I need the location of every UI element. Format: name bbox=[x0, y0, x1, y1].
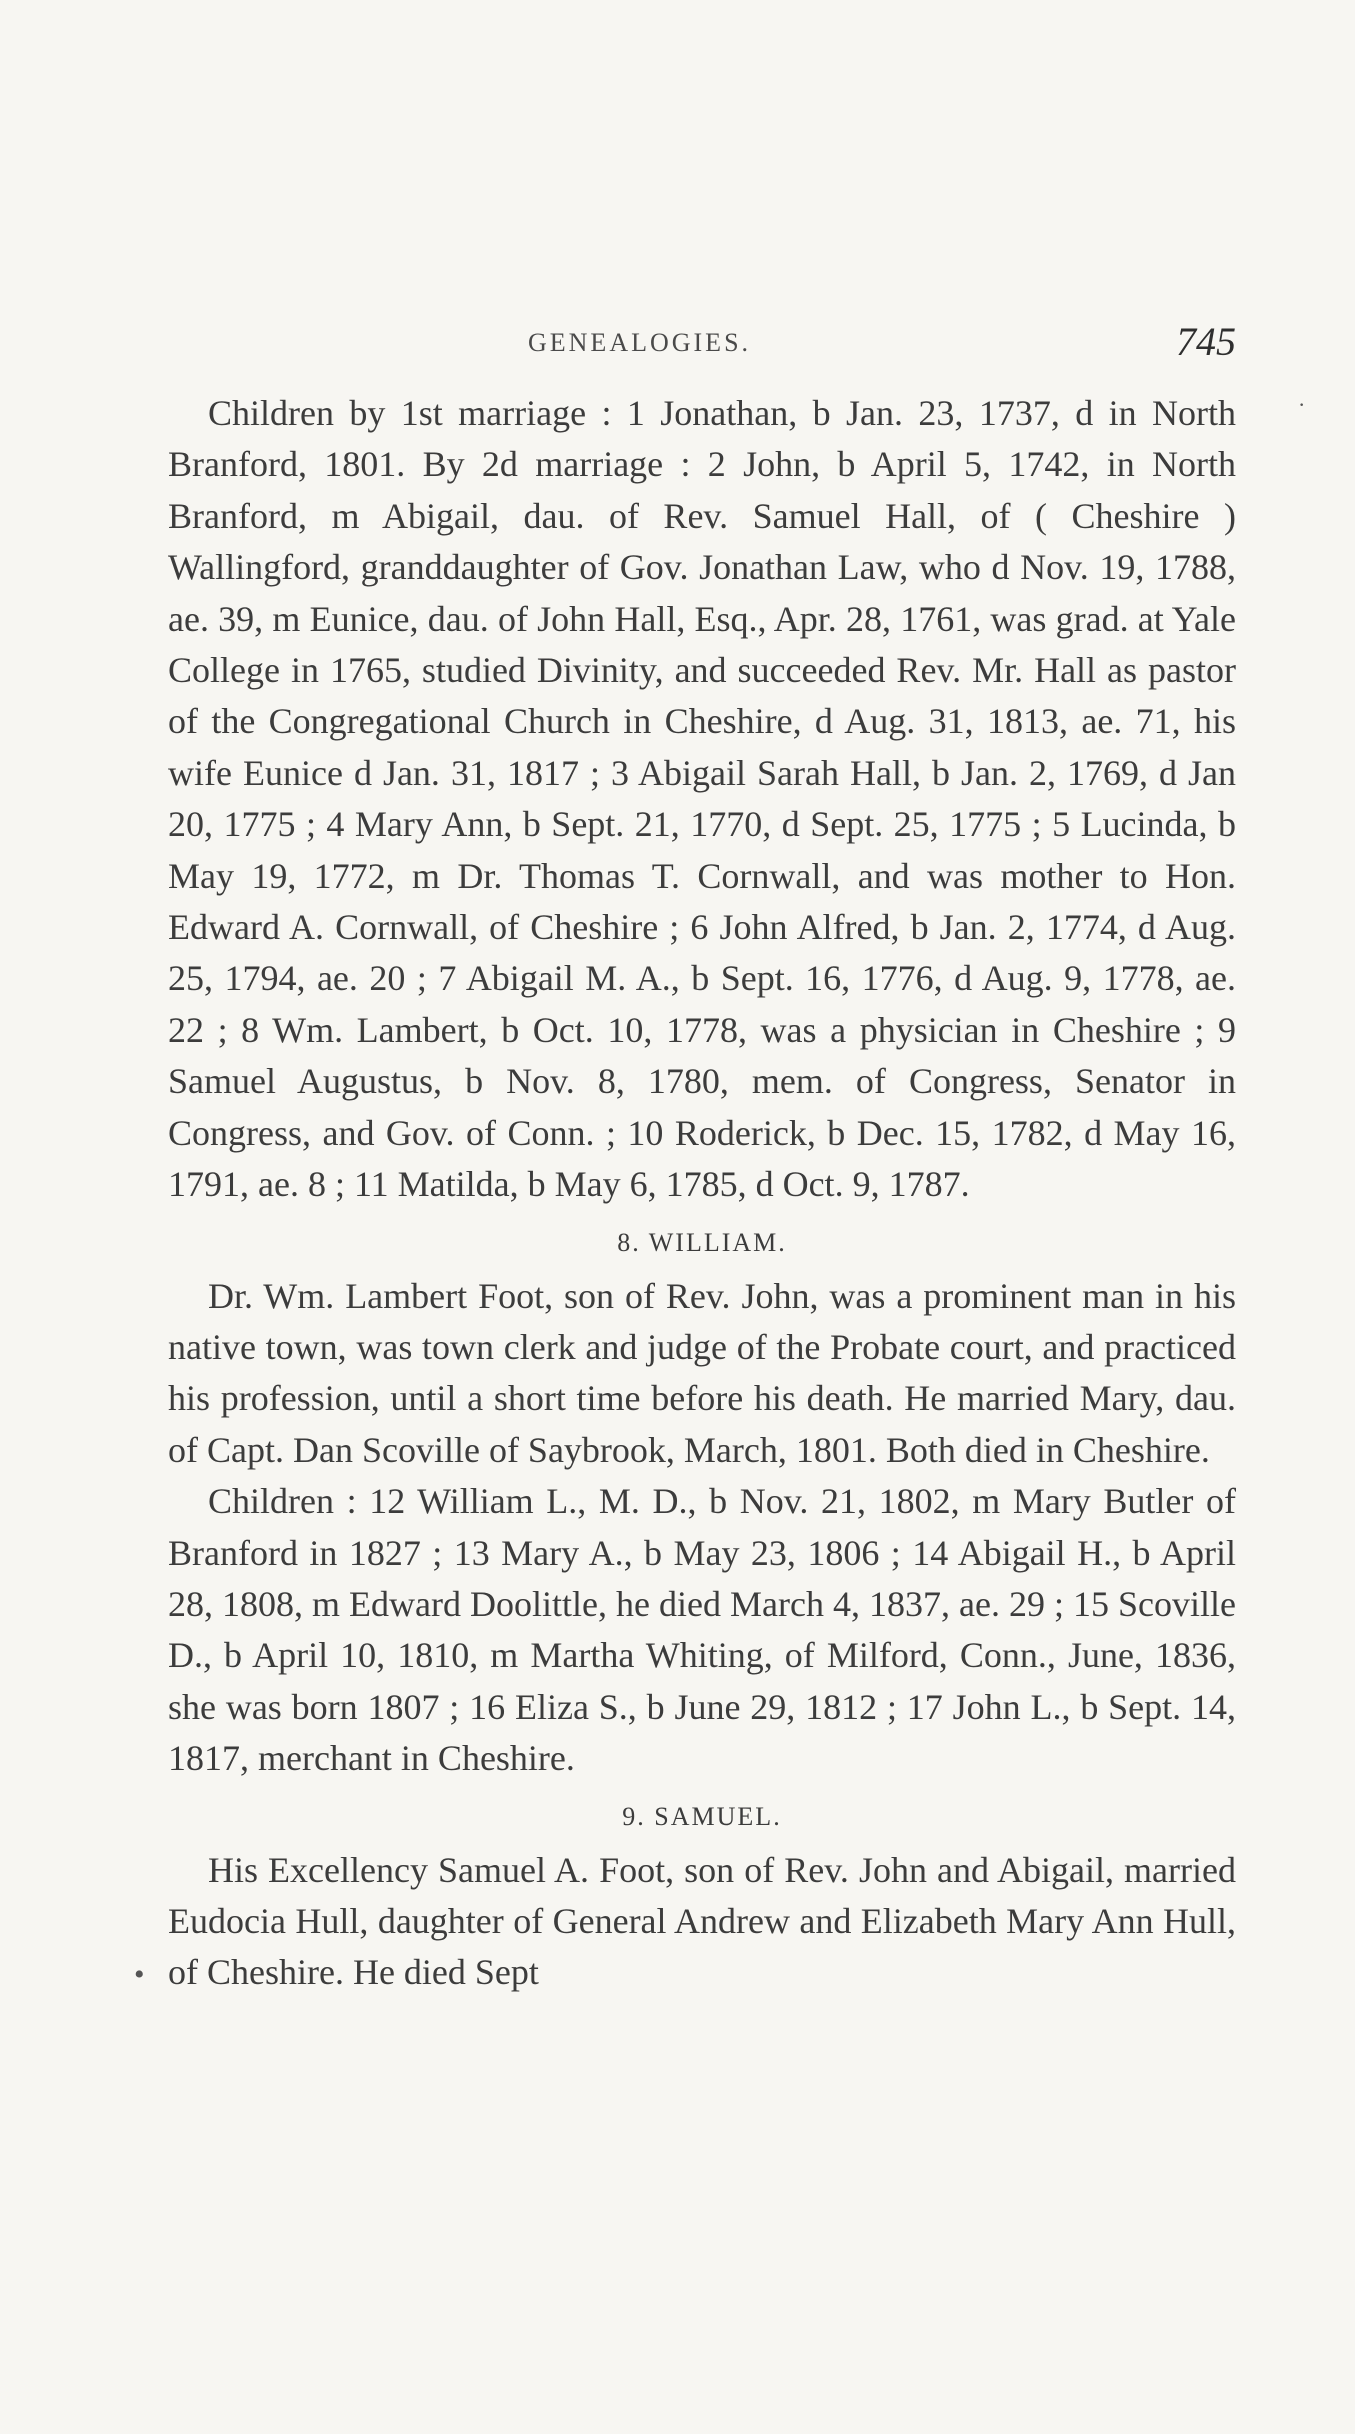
running-title: GENEALOGIES. bbox=[528, 328, 752, 357]
margin-mark: · bbox=[1298, 392, 1306, 417]
body-text bbox=[168, 388, 1236, 1999]
page-number: 745 bbox=[1176, 319, 1236, 364]
margin-mark: • bbox=[134, 1958, 145, 1991]
paragraph-william-children: Children : 12 William L., M. D., b Nov. 21, 1802, m Mary Butler of Branford in 1827 ; 13 Mary A., b May 23, 1806 ; 14 Abigail H., b April 28, 1808, m Edward Doolittle, he died March 4, 1837, ae. 29 ; 15 Scoville D., b April 10, 1810, m Martha Whiting, of Milford, Conn., June, 1836, she was born 1807 ; 16 Eliza S., b June 29, 1812 ; 17 John L., b Sept. 14, 1817, merchant in Cheshire. bbox=[168, 1481, 1236, 1779]
section-heading-william: 8. WILLIAM. bbox=[617, 1227, 787, 1257]
paragraph-samuel: His Excellency Samuel A. Foot, son of Rev. John and Abigail, married Eudocia Hull, daughter of General Andrew and Elizabeth Mary Ann Hull, of Cheshire. He died Sept bbox=[168, 1849, 1236, 1993]
paragraph-children-first-marriage: Children by 1st marriage : 1 Jonathan, b Jan. 23, 1737, d in North Branford, 1801. By 2d marriage : 2 John, b April 5, 1742, in North Branford, m Abigail, dau. of Rev. Samuel Hall, of ( Cheshire ) Wallingford, granddaughter of Gov. Jonathan Law, who d Nov. 19, 1788, ae. 39, m Eunice, dau. of John Hall, Esq., Apr. 28, 1761, was grad. at Yale College in 1765, studied Divinity, and succeeded Rev. Mr. Hall as pastor of the Congregational Church in Cheshire, d Aug. 31, 1813, ae. 71, his wife Eunice d Jan. 31, 1817 ; 3 Abigail Sarah Hall, b Jan. 2, 1769, d Jan 20, 1775 ; 4 Mary Ann, b Sept. 21, 1770, d Sept. 25, 1775 ; 5 Lucinda, b May 19, 1772, m Dr. Thomas T. Cornwall, and was mother to Hon. Edward A. Cornwall, of Cheshire ; 6 John Alfred, b Jan. 2, 1774, d Aug. 25, 1794, ae. 20 ; 7 Abigail M. A., b Sept. 16, 1776, d Aug. 9, 1778, ae. 22 ; 8 Wm. Lambert, b Oct. 10, 1778, was a physician in Cheshire ; 9 Samuel Augustus, b Nov. 8, 1780, mem. of Congress, Senator in Congress, and Gov. of Conn. ; 10 Roderick, b Dec. 15, 1782, d May 16, 1791, ae. 8 ; 11 Matilda, b May 6, 1785, d Oct. 9, 1787. bbox=[168, 393, 1236, 1205]
paragraph-william: Dr. Wm. Lambert Foot, son of Rev. John, was a prominent man in his native town, was town clerk and judge of the Probate court, and practiced his profession, until a short time before his death. He married Mary, dau. of Capt. Dan Scoville of Saybrook, March, 1801. Both died in Cheshire. bbox=[168, 1275, 1236, 1470]
page-header bbox=[168, 318, 1236, 378]
section-heading-samuel: 9. SAMUEL. bbox=[622, 1801, 782, 1831]
